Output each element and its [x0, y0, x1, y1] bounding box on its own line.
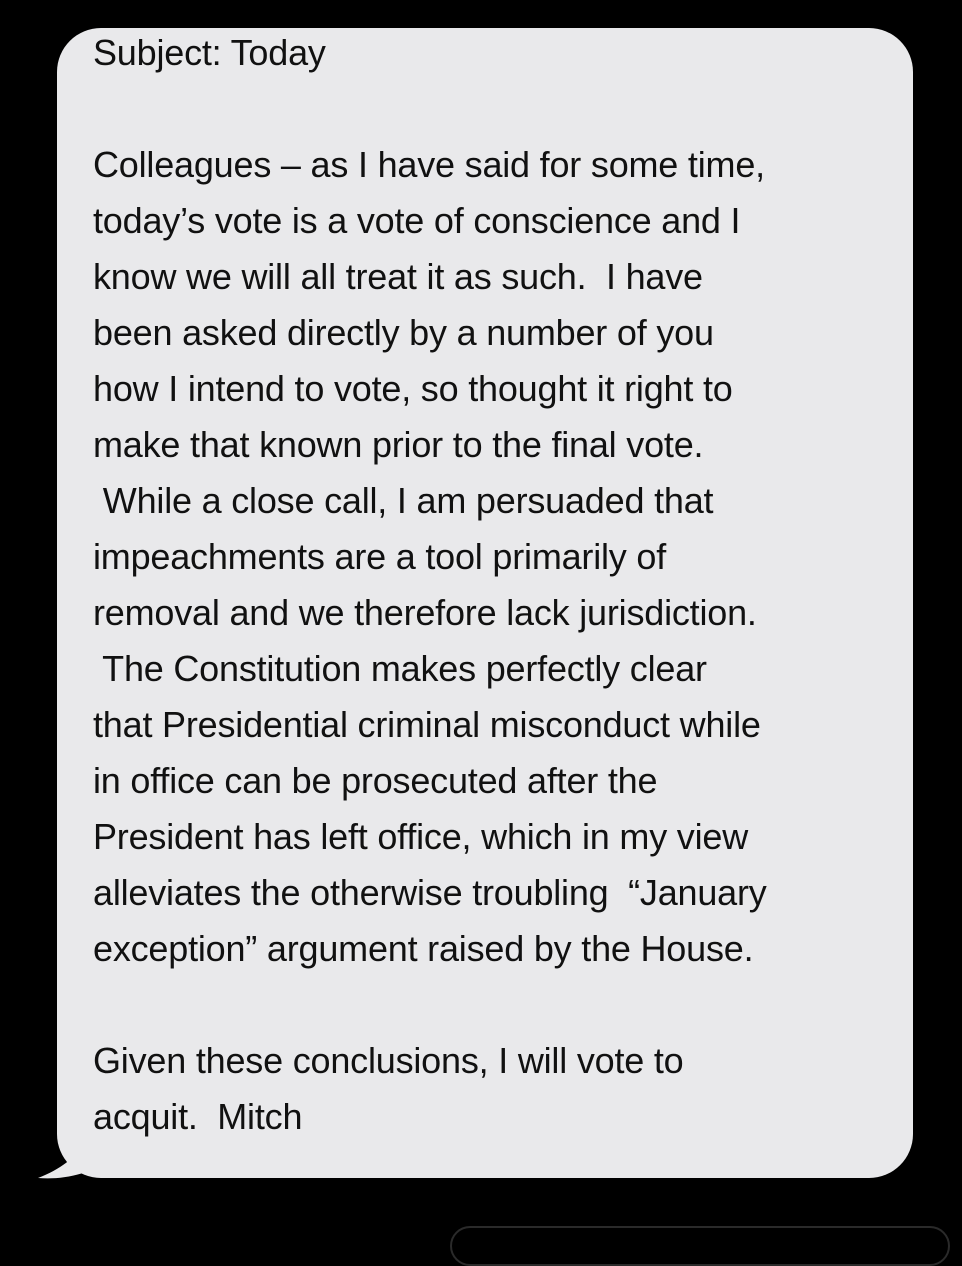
message-input-edge[interactable] — [450, 1226, 950, 1266]
message-line: Given these conclusions, I will vote to — [93, 1040, 684, 1081]
message-line: alleviates the otherwise troubling “January — [93, 872, 767, 913]
message-bubble[interactable] — [57, 28, 913, 1178]
message-line: know we will all treat it as such. I have — [93, 256, 703, 297]
message-subject: Subject: Today — [93, 32, 326, 73]
message-signoff: acquit. Mitch — [93, 1096, 303, 1137]
message-line: impeachments are a tool primarily of — [93, 536, 667, 577]
message-line: exception” argument raised by the House. — [93, 928, 754, 969]
message-line: make that known prior to the final vote. — [93, 424, 704, 465]
message-line: removal and we therefore lack jurisdiction. — [93, 592, 757, 633]
message-line: in office can be prosecuted after the — [93, 760, 658, 801]
message-line: Colleagues – as I have said for some time, — [93, 144, 765, 185]
message-line: President has left office, which in my view — [93, 816, 749, 857]
message-line: The Constitution makes perfectly clear — [93, 648, 707, 689]
message-line: how I intend to vote, so thought it right to — [93, 368, 733, 409]
message-line: While a close call, I am persuaded that — [93, 480, 714, 521]
message-line: that Presidential criminal misconduct while — [93, 704, 761, 745]
message-line: today’s vote is a vote of conscience and I — [93, 200, 741, 241]
message-line: been asked directly by a number of you — [93, 312, 714, 353]
